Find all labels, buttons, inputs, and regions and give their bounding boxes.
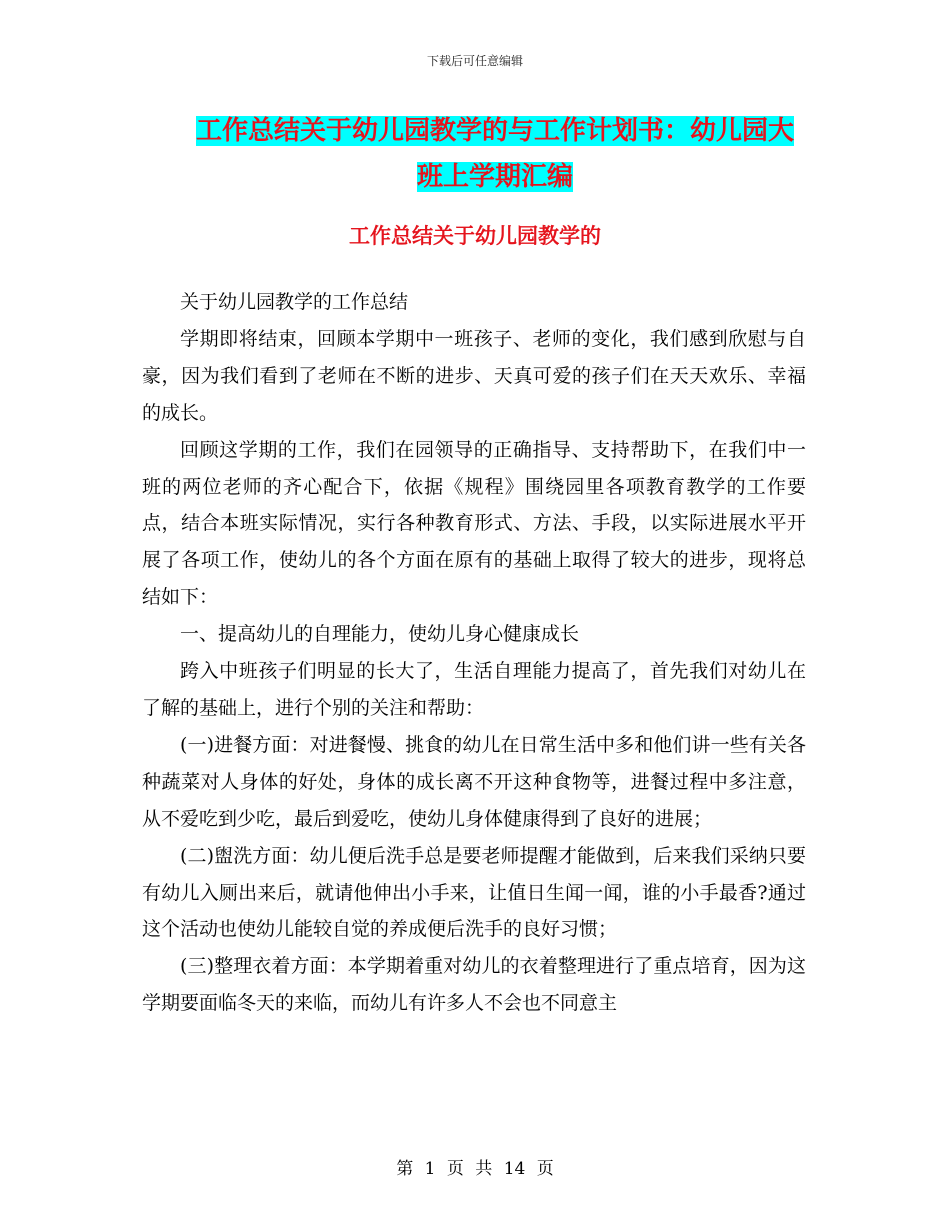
paragraph-heading: 一、提高幼儿的自理能力，使幼儿身心健康成长 bbox=[180, 623, 580, 646]
paragraph: 回顾这学期的工作，我们在园领导的正确指导、支持帮助下，在我们中一班的两位老师的齐心配合下，依据《规程》围绕园里各项教育教学的工作要点，结合本班实际情况，实行各种教育形式、方法、手段，以实际进展水平开展了各项工作，使幼儿的各个方面在原有的基础上取得了较大的进步，现将总结如下： bbox=[142, 438, 806, 609]
paragraph: 学期即将结束，回顾本学期中一班孩子、老师的变化，我们感到欣慰与自豪，因为我们看到了老师在不断的进步、天真可爱的孩子们在天天欢乐、幸福的成长。 bbox=[142, 327, 806, 424]
paragraph: (一)进餐方面：对进餐慢、挑食的幼儿在日常生活中多和他们讲一些有关各种蔬菜对人身体的好处，身体的成长离不开这种食物等，进餐过程中多注意，从不爱吃到少吃，最后到爱吃，使幼儿身体健康得到了良好的进展； bbox=[142, 733, 806, 830]
paragraph: (三)整理衣着方面：本学期着重对幼儿的衣着整理进行了重点培育，因为这学期要面临冬天的来临，而幼儿有许多人不会也不同意主 bbox=[142, 955, 806, 1015]
paragraph: (二)盥洗方面：幼儿便后洗手总是要老师提醒才能做到，后来我们采纳只要有幼儿入厕出来后，就请他伸出小手来，让值日生闻一闻，谁的小手最香?通过这个活动也使幼儿能较自觉的养成便后洗手的良好习惯； bbox=[142, 844, 806, 941]
paragraph-subtitle: 关于幼儿园教学的工作总结 bbox=[180, 291, 409, 313]
page-number: 第 1 页 共 14 页 bbox=[396, 1159, 554, 1179]
document-title bbox=[185, 108, 805, 200]
document-title-line-2: 班上学期汇编 bbox=[416, 162, 573, 192]
document-body bbox=[142, 284, 806, 1022]
page-header-note: 下载后可任意编辑 bbox=[426, 54, 523, 68]
document-title-line-1: 工作总结关于幼儿园教学的与工作计划书：幼儿园大 bbox=[195, 116, 794, 146]
paragraph: 跨入中班孩子们明显的长大了，生活自理能力提高了，首先我们对幼儿在了解的基础上，进行个别的关注和帮助： bbox=[142, 660, 806, 719]
section-title: 工作总结关于幼儿园教学的 bbox=[349, 224, 601, 248]
